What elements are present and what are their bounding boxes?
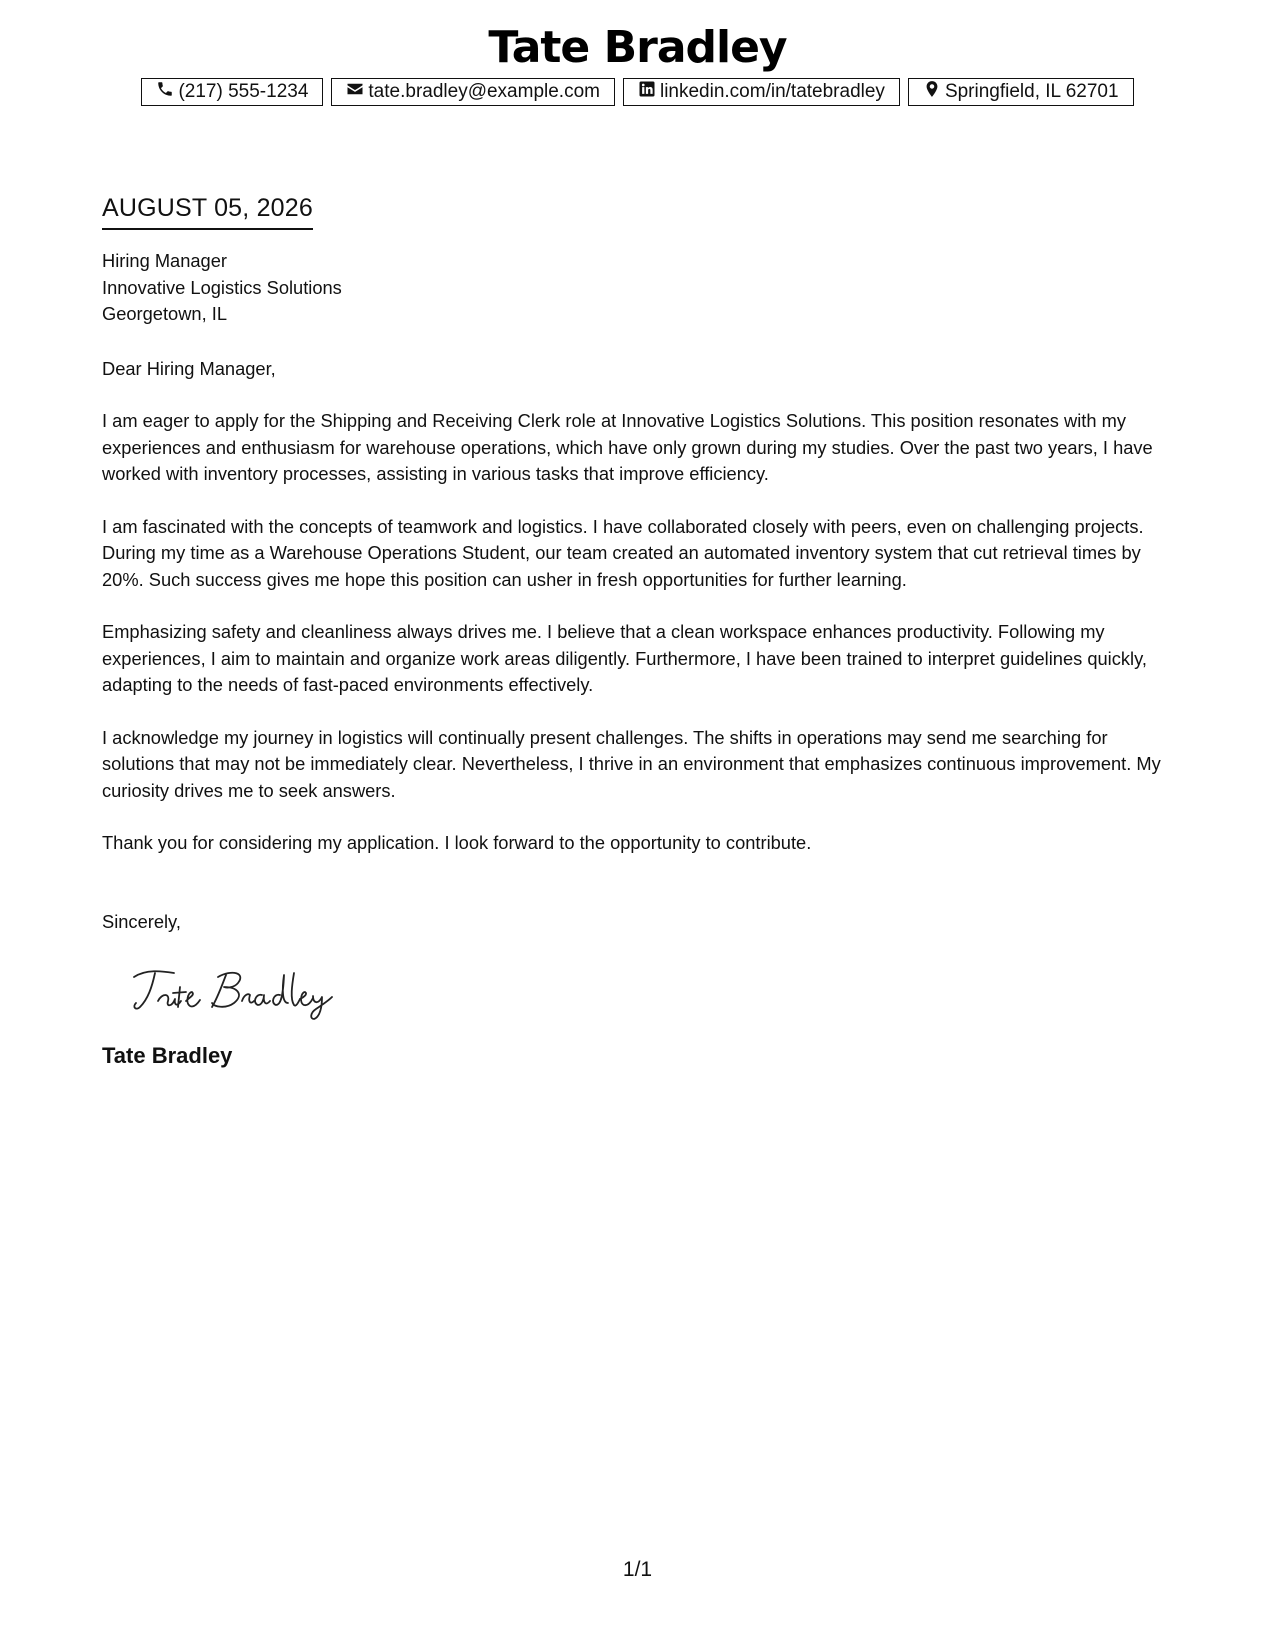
phone-icon — [156, 80, 174, 104]
recipient-block — [102, 248, 1182, 328]
salutation: Dear Hiring Manager, — [102, 357, 276, 379]
map-pin-icon — [923, 80, 941, 104]
location-text: Springfield, IL 62701 — [944, 81, 1119, 102]
recipient-title: Hiring Manager — [102, 250, 227, 271]
body-paragraph-3: Emphasizing safety and cleanliness always drives me. I believe that a clean workspace enhances productivity. Following my experiences, I aim to maintain and organize work areas diligently. Furthermore, I have been trained to interpret guidelines quickly, adapting to the needs of fast-paced environments effectively. — [102, 621, 1147, 695]
body-paragraph-1: I am eager to apply for the Shipping and Receiving Clerk role at Innovative Logistics Solutions. This position resonates with my experiences and enthusiasm for warehouse operations, which have only grown during my studies. Over the past two years, I have worked with inventory processes, assisting in various tasks that improve efficiency. — [102, 410, 1153, 484]
email-text: tate.bradley@example.com — [368, 81, 600, 102]
letter-header — [0, 18, 1275, 106]
contact-linkedin — [623, 78, 900, 106]
recipient-company: Innovative Logistics Solutions — [102, 276, 342, 298]
envelope-icon — [346, 80, 364, 104]
linkedin-icon — [638, 80, 656, 104]
contact-bar — [0, 78, 1275, 106]
linkedin-text: linkedin.com/in/tatebradley — [659, 81, 885, 102]
contact-email — [331, 78, 615, 106]
signed-name: Tate Bradley — [102, 1043, 233, 1068]
recipient-location: Georgetown, IL — [102, 303, 227, 324]
letter-date: AUGUST 05, 2026 — [102, 190, 313, 230]
page-number: 1/1 — [622, 1558, 653, 1581]
closing: Sincerely, — [102, 910, 181, 932]
body-paragraph-2: I am fascinated with the concepts of teamwork and logistics. I have collaborated closely with peers, even on challenging projects. During my time as a Warehouse Operations Student, our team created an automated inventory system that cut retrieval times by 20%. Such success gives me hope this position can usher in fresh opportunities for further learning. — [102, 515, 1144, 590]
letter-body — [102, 190, 1182, 1070]
contact-location — [908, 78, 1134, 106]
phone-text: (217) 555-1234 — [178, 81, 309, 102]
body-paragraph-5: Thank you for considering my application. I look forward to the opportunity to contribute. — [102, 832, 812, 853]
contact-phone — [141, 78, 323, 106]
handwritten-signature — [128, 963, 348, 1021]
body-paragraph-4: I acknowledge my journey in logistics will continually present challenges. The shifts in operations may send me searching for solutions that may not be immediately clear. Nevertheless, I thrive in an environment that emphasizes continuous improvement. My curiosity drives me to seek answers. — [102, 726, 1161, 801]
applicant-name: Tate Bradley — [488, 22, 787, 73]
